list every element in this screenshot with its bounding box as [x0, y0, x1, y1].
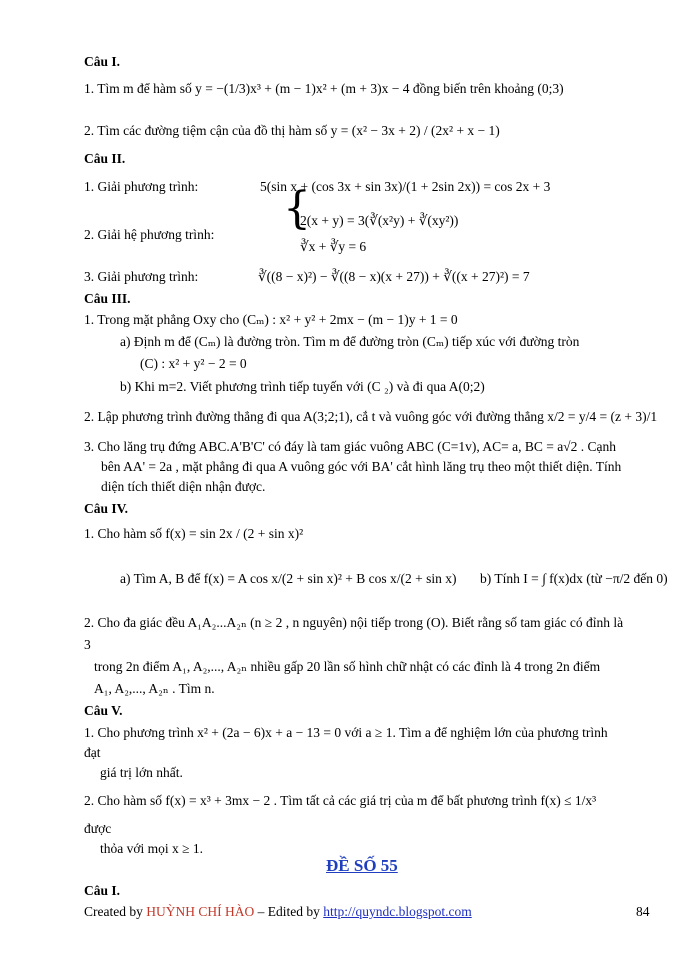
footer-created-label: Created by [84, 904, 147, 919]
page-number: 84 [636, 904, 650, 919]
question-3-3-line-1: 3. Cho lăng trụ đứng ABC.A'B'C' có đáy là tam giác vuông ABC (C=1v), AC= a, BC = a√2 . Cạnh [84, 439, 616, 454]
question-3-1a: a) Định m để (Cₘ) là đường tròn. Tìm m để đường tròn (Cₘ) tiếp xúc với đường tròn [120, 334, 580, 349]
question-2-2-label: 2. Giải hệ phương trình: [84, 227, 215, 242]
section-heading-5: Câu V. [84, 703, 123, 718]
question-4-2-line-2: 3 [84, 637, 91, 652]
question-3-3-line-2: bên AA' = 2a , mặt phẳng đi qua A vuông góc với BA' cắt hình lăng trụ theo một thiết diện. Tính [101, 459, 622, 474]
footer-blog-link[interactable]: http://quyndc.blogspot.com [323, 904, 472, 919]
question-4-2-line-4: A₁, A₂,..., A₂ₙ . Tìm n. [94, 681, 215, 696]
question-3-2: 2. Lập phương trình đường thẳng đi qua A(3;2;1), cắ t và vuông góc với đường thẳng x/2 = y/4 = (z + 3)/1 [84, 409, 658, 424]
question-3-1a-circle: (C) : x² + y² − 2 = 0 [140, 356, 247, 371]
question-2-2-equation-1: 2(x + y) = 3(∛(x²y) + ∛(xy²)) [300, 213, 459, 228]
question-3-1b: b) Khi m=2. Viết phương trình tiếp tuyến với (C ₂) và đi qua A(0;2) [120, 379, 485, 394]
question-4-1a: a) Tìm A, B để f(x) = A cos x/(2 + sin x)² + B cos x/(2 + sin x) [120, 571, 457, 586]
question-4-2-line-3: trong 2n điểm A₁, A₂,..., A₂ₙ nhiều gấp 20 lần số hình chữ nhật có các đỉnh là 4 trong 2n điểm [94, 659, 601, 674]
section-heading-4: Câu IV. [84, 501, 129, 516]
question-1-2: 2. Tìm các đường tiệm cận của đồ thị hàm số y = (x² − 3x + 2) / (2x² + x − 1) [84, 123, 500, 138]
question-5-2-line-2: được [84, 821, 112, 836]
question-5-1-line-3: giá trị lớn nhất. [100, 765, 183, 780]
next-section-heading: Câu I. [84, 883, 121, 898]
question-1-1: 1. Tìm m để hàm số y = −(1/3)x³ + (m − 1)x² + (m + 3)x − 4 đồng biến trên khoảng (0;3) [84, 81, 564, 96]
section-heading-2: Câu II. [84, 151, 126, 166]
question-5-2-line-3: thỏa với mọi x ≥ 1. [100, 841, 204, 856]
question-4-2-line-1: 2. Cho đa giác đều A₁A₂...A₂ₙ (n ≥ 2 , n nguyên) nội tiếp trong (O). Biết rằng số tam giác có đỉnh là [84, 615, 624, 630]
system-brace: { [283, 183, 311, 234]
question-2-1-equation: 5(sin x + (cos 3x + sin 3x)/(1 + 2sin 2x)) = cos 2x + 3 [260, 179, 551, 194]
question-2-3-equation: ∛((8 − x)²) − ∛((8 − x)(x + 27)) + ∛((x + 27)²) = 7 [258, 269, 530, 284]
footer-credit [84, 905, 472, 920]
question-5-1-line-2: đạt [84, 745, 101, 760]
footer-edited-label: – Edited by [254, 904, 324, 919]
question-4-1: 1. Cho hàm số f(x) = sin 2x / (2 + sin x)² [84, 526, 304, 541]
exam-number-title: ĐỀ SỐ 55 [326, 856, 398, 875]
question-3-1: 1. Trong mặt phẳng Oxy cho (Cₘ) : x² + y² + 2mx − (m − 1)y + 1 = 0 [84, 312, 458, 327]
question-2-3-label: 3. Giải phương trình: [84, 269, 199, 284]
question-3-3-line-3: diện tích thiết diện nhận được. [101, 479, 266, 494]
question-4-1b: b) Tính I = ∫ f(x)dx (từ −π/2 đến 0) [480, 571, 668, 586]
section-heading-1: Câu I. [84, 54, 121, 69]
footer-author: HUỲNH CHÍ HÀO [146, 904, 255, 919]
question-2-2-equation-2: ∛x + ∛y = 6 [300, 239, 367, 254]
section-heading-3: Câu III. [84, 291, 131, 306]
question-2-1-label: 1. Giải phương trình: [84, 179, 199, 194]
question-5-1-line-1: 1. Cho phương trình x² + (2a − 6)x + a − 13 = 0 với a ≥ 1. Tìm a để nghiệm lớn của phương trình [84, 725, 608, 740]
question-5-2-line-1: 2. Cho hàm số f(x) = x³ + 3mx − 2 . Tìm tất cả các giá trị của m để bất phương trình f(x) ≤ 1/x³ [84, 793, 597, 808]
